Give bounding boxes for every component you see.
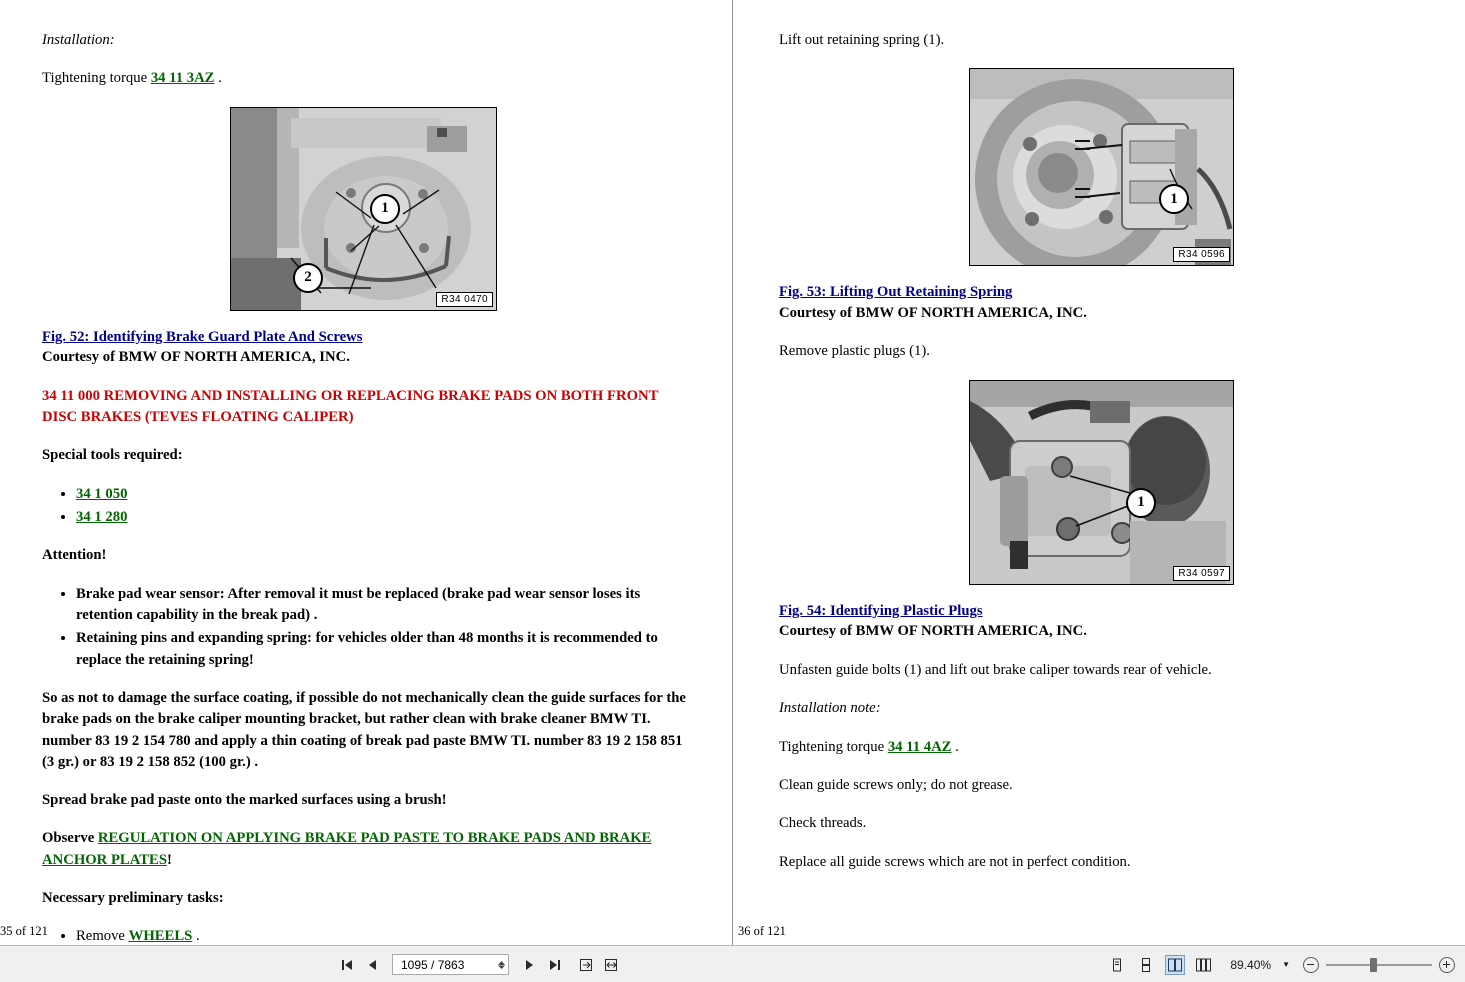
page-number-stepper[interactable] [497, 959, 506, 971]
fit-page-icon[interactable] [577, 955, 596, 974]
next-page-icon[interactable] [519, 955, 538, 974]
brake-paste-paragraph: Spread brake pad paste onto the marked surfaces using a brush! [42, 792, 447, 809]
attention-list [42, 584, 692, 671]
preliminary-tasks-label: Necessary preliminary tasks: [42, 890, 224, 907]
list-item [76, 507, 692, 528]
remove-plastic-plugs-text: Remove plastic plugs (1). [779, 343, 930, 360]
chevron-down-icon[interactable]: ▼ [1282, 960, 1290, 969]
figure-54-image [969, 380, 1234, 585]
observe-suffix: ! [167, 851, 172, 868]
navigation-controls [338, 954, 621, 975]
viewer-toolbar [0, 945, 1465, 982]
figure-54-code: R34 0597 [1173, 566, 1230, 581]
zoom-in-icon[interactable] [1439, 957, 1455, 973]
page-right [733, 0, 1465, 945]
last-page-icon[interactable] [544, 955, 563, 974]
zoom-level-label: 89.40% [1230, 957, 1272, 972]
page-left [0, 0, 733, 945]
first-page-icon[interactable] [338, 955, 357, 974]
figure-52 [42, 107, 692, 311]
check-threads-text: Check threads. [779, 815, 867, 832]
unfasten-guide-bolts-text: Unfasten guide bolts (1) and lift out brake caliper towards rear of vehicle. [779, 661, 1212, 678]
tightening-torque-suffix-right: . [951, 738, 959, 755]
observe-prefix: Observe [42, 830, 98, 847]
figure-53-image [969, 68, 1234, 266]
tightening-torque-line-right [779, 737, 1425, 758]
figure-54-callout-1: 1 [1126, 488, 1156, 518]
figure-54-caption [779, 601, 1425, 642]
list-item [76, 484, 692, 505]
page-number-field[interactable] [392, 954, 509, 975]
figure-53-callout-1: 1 [1159, 184, 1189, 214]
figure-53-caption-title[interactable]: Fig. 53: Lifting Out Retaining Spring [779, 284, 1013, 301]
figure-54 [779, 380, 1425, 585]
installation-note-label: Installation note: [779, 700, 881, 717]
observe-regulation-line [42, 828, 692, 871]
page-left-footer: 35 of 121 [0, 924, 48, 938]
zoom-slider-thumb[interactable] [1370, 958, 1377, 972]
figure-53-caption [779, 282, 1425, 323]
zoom-slider[interactable] [1326, 958, 1432, 972]
tightening-torque-suffix: . [214, 70, 222, 87]
figure-52-callout-2: 2 [293, 263, 323, 293]
tightening-torque-prefix: Tightening torque [42, 70, 151, 87]
tool-link-34-1-280[interactable]: 34 1 280 [76, 509, 128, 526]
torque-link-34-11-4az[interactable]: 34 11 4AZ [887, 738, 952, 755]
figure-52-callout-1: 1 [370, 194, 400, 224]
fit-width-icon[interactable] [602, 955, 621, 974]
figure-52-caption [42, 327, 692, 368]
remove-wheels-prefix: Remove [76, 928, 129, 945]
section-heading: 34 11 000 REMOVING AND INSTALLING OR REPLACING BRAKE PADS ON BOTH FRONT DISC BRAKES (TEVES FLOATING CALIPER) [42, 387, 659, 426]
figure-53-caption-courtesy: Courtesy of BMW OF NORTH AMERICA, INC. [779, 304, 1087, 321]
regulation-link[interactable]: REGULATION ON APPLYING BRAKE PAD PASTE TO BRAKE PADS AND BRAKE ANCHOR PLATES [42, 830, 652, 868]
two-page-continuous-view-icon[interactable] [1194, 955, 1214, 975]
view-and-zoom-controls [1107, 955, 1455, 975]
figure-52-caption-title[interactable]: Fig. 52: Identifying Brake Guard Plate And Screws [42, 328, 363, 345]
lift-retaining-spring-text: Lift out retaining spring (1). [779, 32, 945, 48]
clean-guide-screws-text: Clean guide screws only; do not grease. [779, 776, 1013, 793]
replace-guide-screws-text: Replace all guide screws which are not in perfect condition. [779, 853, 1131, 870]
page-number-input[interactable] [399, 957, 495, 973]
wheels-link[interactable]: WHEELS [128, 928, 193, 945]
figure-53 [779, 68, 1425, 266]
figure-53-code: R34 0596 [1173, 247, 1230, 262]
special-tools-label: Special tools required: [42, 447, 183, 464]
tightening-torque-prefix-right: Tightening torque [779, 738, 888, 755]
figure-54-caption-courtesy: Courtesy of BMW OF NORTH AMERICA, INC. [779, 623, 1087, 640]
tool-link-34-1-050[interactable]: 34 1 050 [76, 485, 128, 502]
surface-coating-paragraph: So as not to damage the surface coating, if possible do not mechanically clean the guide surfaces for the brake pads on the brake caliper mounting bracket, but rather clean with brake cleaner BMW TI. number 83 19 2 154 780 and apply a thin coating of break pad paste BMW TI. number 83 19 2 158 851 (3 gr.) or 83 19 2 158 852 (100 gr.) . [42, 689, 686, 770]
single-page-view-icon[interactable] [1107, 955, 1127, 975]
remove-wheels-suffix: . [192, 928, 200, 945]
page-right-footer: 36 of 121 [738, 924, 786, 938]
zoom-controls [1303, 957, 1455, 973]
list-item: • Retaining pins and expanding spring: for vehicles older than 48 months it is recommended to replace the retaining spring! [76, 628, 692, 671]
figure-52-code: R34 0470 [436, 292, 493, 307]
special-tools-list [42, 484, 692, 529]
list-item: • Brake pad wear sensor: After removal it must be replaced (brake pad wear sensor loses its retention capability in the break pad) . [76, 584, 692, 627]
figure-54-caption-title[interactable]: Fig. 54: Identifying Plastic Plugs [779, 602, 983, 619]
figure-52-image [230, 107, 497, 311]
continuous-view-icon[interactable] [1136, 955, 1156, 975]
zoom-out-icon[interactable] [1303, 957, 1319, 973]
previous-page-icon[interactable] [363, 955, 382, 974]
figure-52-caption-courtesy: Courtesy of BMW OF NORTH AMERICA, INC. [42, 349, 350, 366]
zoom-slider-track [1326, 964, 1432, 966]
tightening-torque-line [42, 68, 692, 89]
attention-label: Attention! [42, 547, 107, 564]
two-page-view-icon[interactable] [1165, 955, 1185, 975]
installation-label: Installation: [42, 32, 115, 48]
torque-link-34-11-3az[interactable]: 34 11 3AZ [150, 70, 215, 87]
